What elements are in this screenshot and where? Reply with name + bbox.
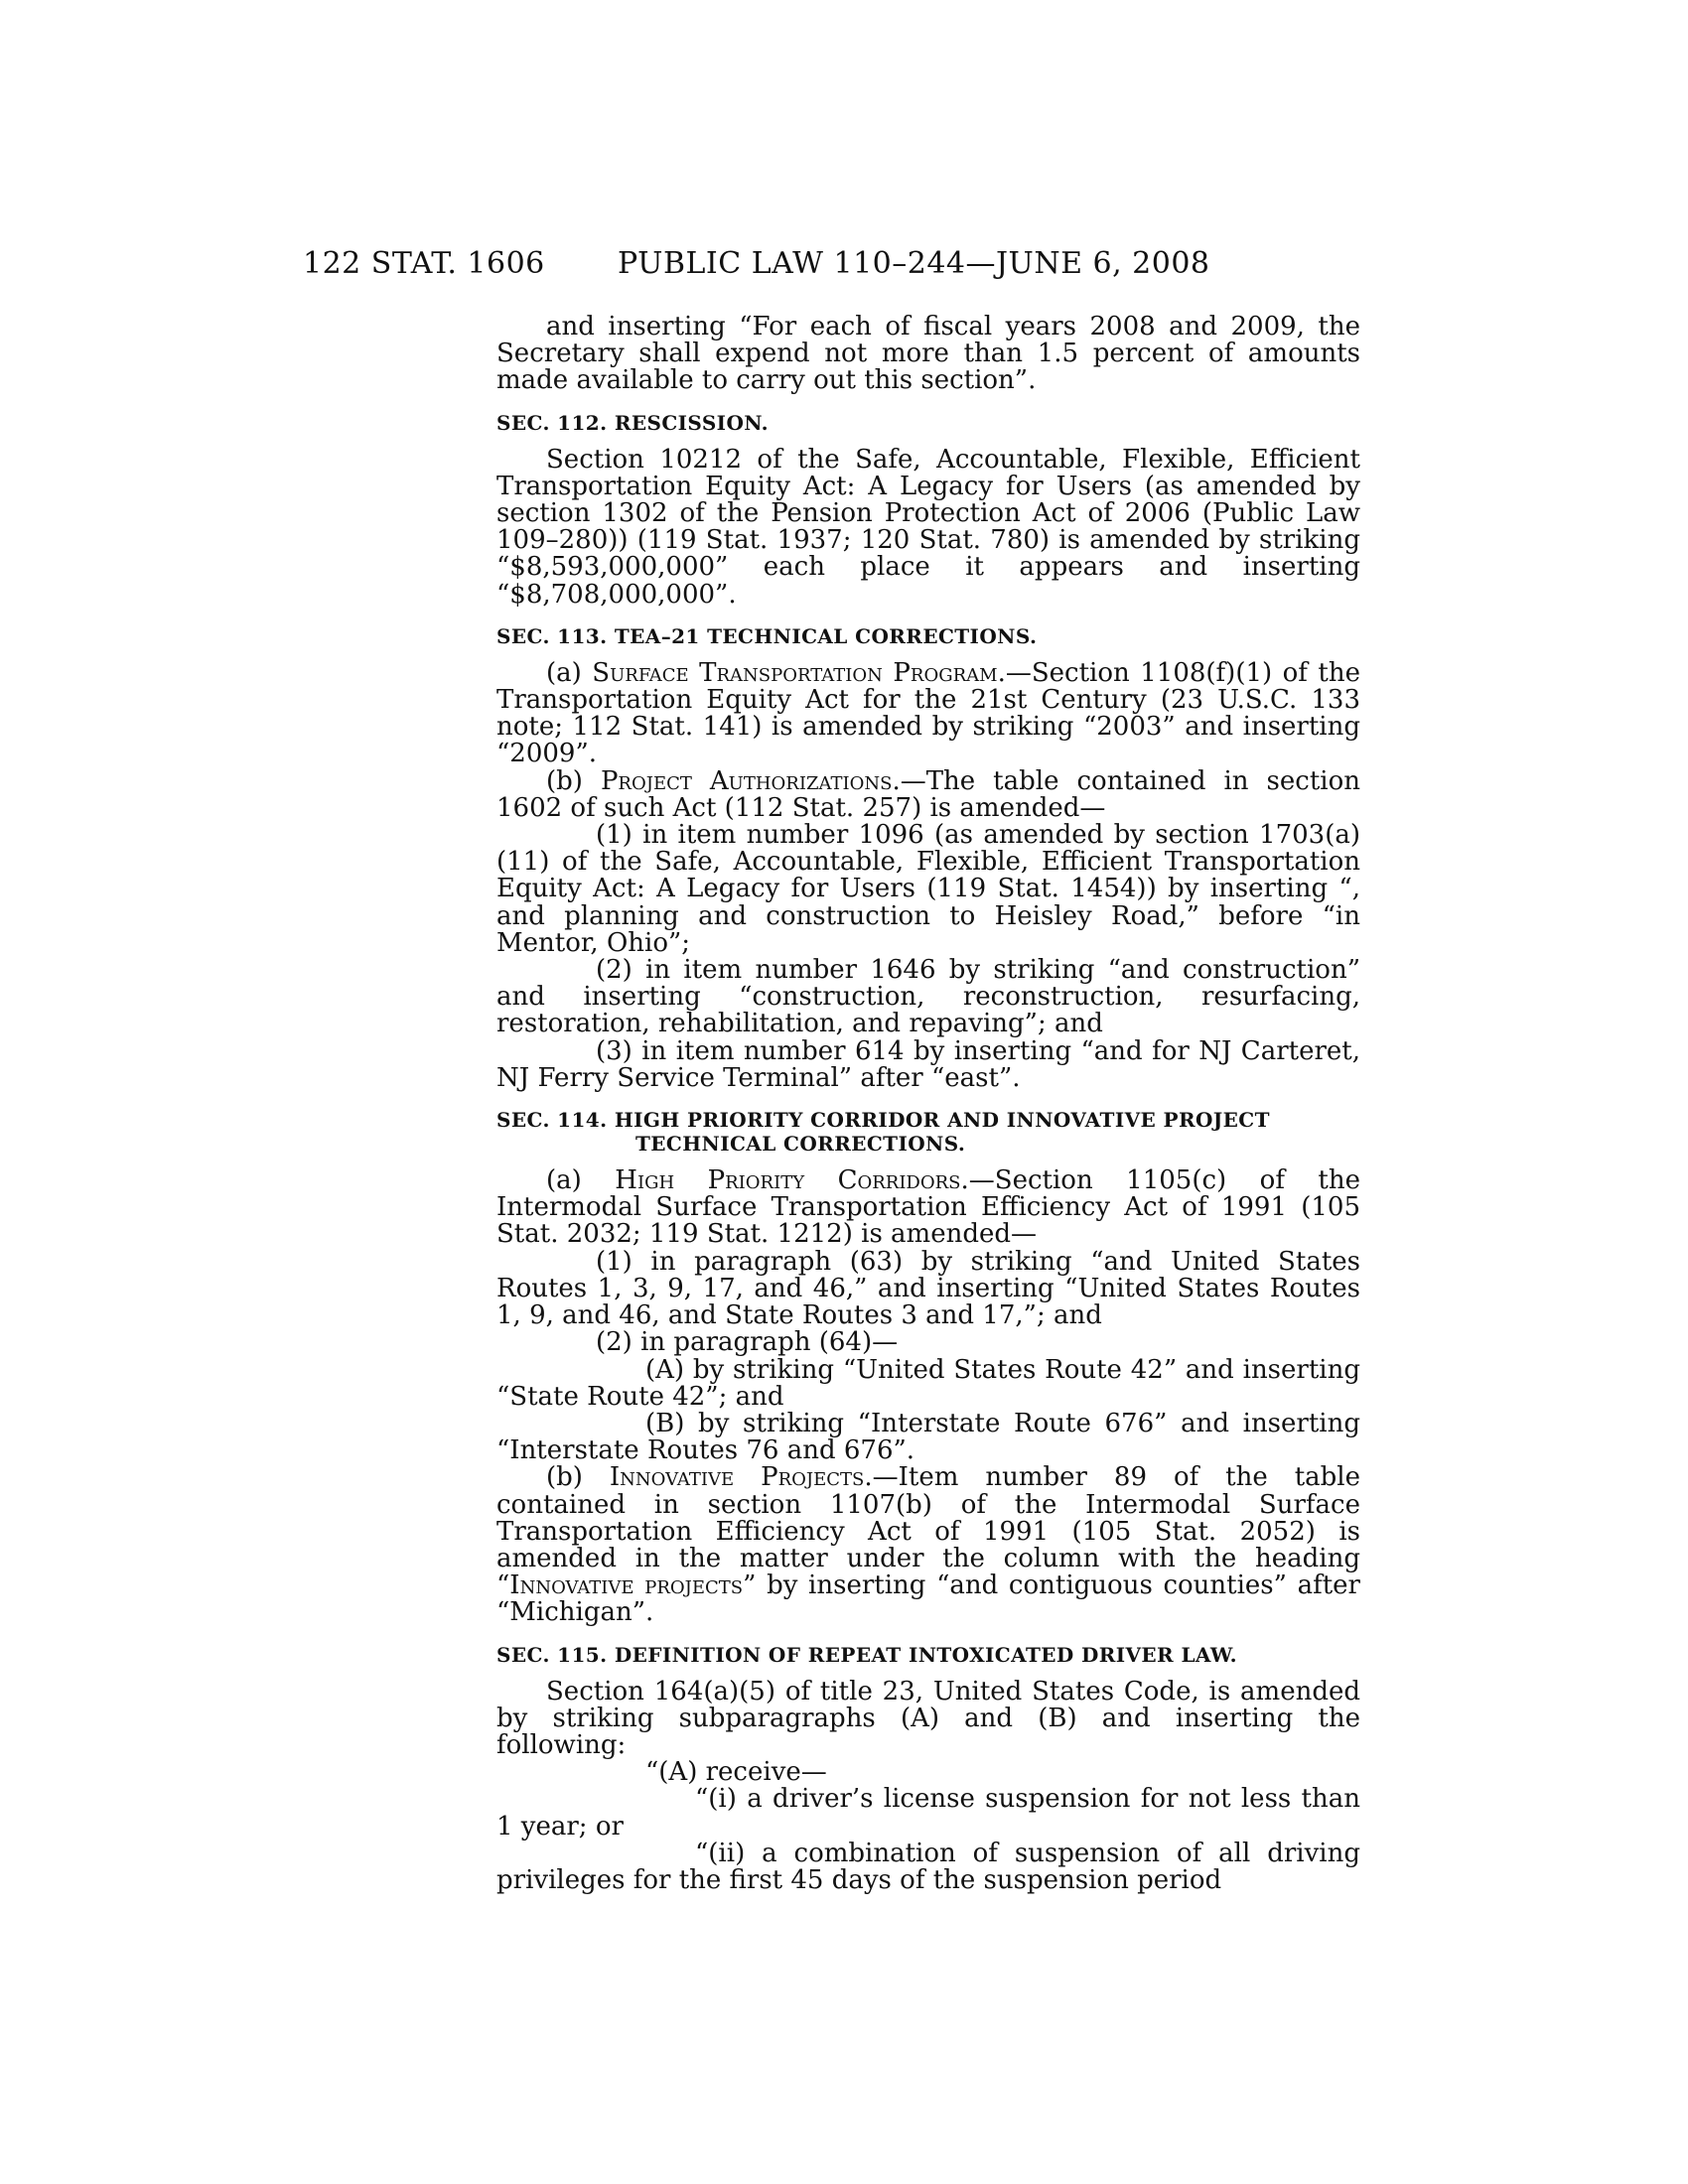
subsection-caption: Innovative Projects (609, 1462, 865, 1493)
section-115-heading: SEC. 115. DEFINITION OF REPEAT INTOXICATED DRIVER LAW. (496, 1642, 1237, 1667)
section-114-subparagraph-a: (A) by striking “United States Route 42” and inserting “State Route 42”; and (496, 1354, 1360, 1412)
subsection-label: (a) (546, 1165, 616, 1196)
section-113-item-2: (2) in item number 1646 by striking “and construction” and inserting “construction, reconstruction, resurfacing, restoration, rehabilitation, and repaving”; and (496, 955, 1360, 1039)
statute-reference: 122 STAT. 1606 (303, 246, 545, 281)
section-113-heading: SEC. 113. TEA–21 TECHNICAL CORRECTIONS. (496, 623, 1038, 648)
column-heading: Innovative projects (509, 1570, 744, 1601)
law-title: PUBLIC LAW 110–244—JUNE 6, 2008 (618, 246, 1210, 281)
section-113-subsection-a (496, 657, 1360, 769)
subsection-caption: Project Authorizations (600, 765, 893, 796)
section-115-clause-ii: “(ii) a combination of suspension of all driving privileges for the first 45 days of the suspension period (496, 1838, 1360, 1895)
subsection-label: (b) (546, 765, 601, 796)
subsection-text: .—The table contained in section 1602 of such Act (112 Stat. 257) is amended— (496, 765, 1361, 823)
section-113-subsection-b (496, 765, 1361, 823)
section-114-subsection-b (496, 1464, 1360, 1626)
subsection-label: (a) (546, 657, 593, 688)
section-114-subsection-a (496, 1167, 1360, 1249)
intro-paragraph: and inserting “For each of fiscal years 2008 and 2009, the Secretary shall expend not more than 1.5 percent of amounts made available to carry out this section”. (496, 312, 1360, 396)
section-113-item-3: (3) in item number 614 by inserting “and for NJ Carteret, NJ Ferry Service Terminal” after “east”. (496, 1035, 1360, 1093)
subsection-text: .—Section 1108(f)(1) of the Transportation Equity Act for the 21st Century (23 U.S.C. 133 note; 112 Stat. 141) is amended by striking “2003” and inserting “2009”. (496, 657, 1360, 769)
section-112-heading: SEC. 112. RESCISSION. (496, 410, 770, 435)
subsection-caption: Surface Transportation Program (592, 657, 998, 688)
subsection-caption: High Priority Corridors (615, 1165, 961, 1196)
section-115-clause-i: “(i) a driver’s license suspension for not less than 1 year; or (496, 1784, 1360, 1842)
section-112-text: Section 10212 of the Safe, Accountable, Flexible, Efficient Transportation Equity Act: A Legacy for Users (as amended by section 1302 of the Pension Protection Act of 2006 (Public Law 109–280)) (119 Stat. 1937; 120 Stat. 780) is amended by striking “$8,593,000,000” each place it appears and inserting “$8,708,000,000”. (496, 444, 1360, 610)
section-114-heading-line2: TECHNICAL CORRECTIONS. (635, 1132, 966, 1157)
subsection-text: .—Section 1105(c) of the Intermodal Surface Transportation Efficiency Act of 1991 (105 Stat. 2032; 119 Stat. 1212) is amended— (496, 1165, 1361, 1250)
section-114-subparagraph-b: (B) by striking “Interstate Route 676” and inserting “Interstate Routes 76 and 676”. (496, 1408, 1360, 1466)
section-115-subparagraph-a: “(A) receive— (645, 1757, 827, 1788)
section-114-heading (496, 1108, 1360, 1156)
section-114-heading-line1: SEC. 114. HIGH PRIORITY CORRIDOR AND INNOVATIVE PROJECT (496, 1108, 1270, 1133)
section-113-item-1: (1) in item number 1096 (as amended by section 1703(a)(11) of the Safe, Accountable, Flexible, Efficient Transportation Equity Act: A Legacy for Users (119 Stat. 1454)) by inserting “, and planning and construction to Heisley Road,” before “in Mentor, Ohio”; (496, 820, 1360, 958)
subsection-label: (b) (546, 1462, 610, 1493)
section-115-text: Section 164(a)(5) of title 23, United States Code, is amended by striking subparagraphs (A) and (B) and inserting the following: (496, 1676, 1360, 1760)
subsection-text-end: ” by inserting “and contiguous counties” after “Michigan”. (496, 1570, 1360, 1628)
section-114-paragraph-1: (1) in paragraph (63) by striking “and United States Routes 1, 3, 9, 17, and 46,” and inserting “United States Routes 1, 9, and 46, and State Routes 3 and 17,”; and (496, 1246, 1360, 1331)
main-column (496, 314, 1360, 1894)
page-header (0, 246, 1688, 286)
subsection-text: .—Item number 89 of the table contained in section 1107(b) of the Intermodal Surface Transportation Efficiency Act of 1991 (105 Stat. 2052) is amended in the matter under the column with the heading “ (496, 1462, 1360, 1601)
section-114-paragraph-2: (2) in paragraph (64)— (596, 1327, 899, 1358)
